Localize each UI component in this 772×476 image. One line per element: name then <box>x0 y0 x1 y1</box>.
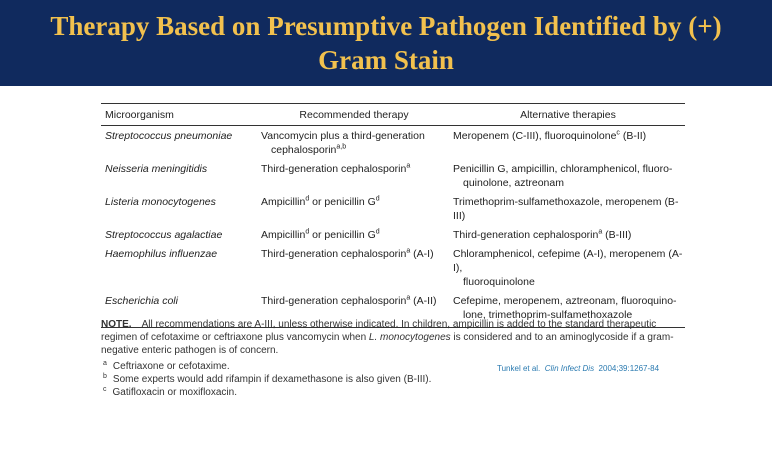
rec-text-tail: (A-II) <box>410 295 437 307</box>
table-row <box>101 159 685 192</box>
footnote-marker: a,b <box>336 143 347 151</box>
note-text-italic: L. monocytogenes <box>368 332 451 343</box>
note-text-b: is considered and to an aminoglycoside if a gram-negative enteric pathogen is of concern. <box>101 332 674 356</box>
cell-organism: Haemophilus influenzae <box>105 248 218 260</box>
cell-recommended <box>257 159 449 192</box>
footnote-text: Some experts would add rifampin if dexamethasone is also given (B-III). <box>112 374 432 385</box>
footnote-marker: c <box>616 129 620 137</box>
header-recommended-therapy: Recommended therapy <box>257 104 449 126</box>
cell-alternative: Trimethoprim-sulfamethoxazole, meropenem (B-III) <box>453 196 679 222</box>
cell-recommended <box>257 244 449 291</box>
rec-text: Third-generation cephalosporin <box>261 295 407 307</box>
cell-alternative <box>449 225 685 244</box>
cell-recommended <box>257 225 449 244</box>
alt-text: Chloramphenicol, cefepime (A-I), meropenem (A-I), <box>453 248 683 274</box>
table-row <box>101 225 685 244</box>
note-text-a: All recommendations are A-III, unless otherwise indicated. In children, ampicillin is added to the standard therapeutic regimen of cefotaxime or ceftriaxone plus vancomycin when <box>101 319 657 343</box>
rec-text: Third-generation cephalosporin <box>261 248 407 260</box>
footnote-mark: c <box>103 385 107 393</box>
header-microorganism: Microorganism <box>101 104 257 126</box>
footnote-marker: d <box>305 195 310 203</box>
footnote-marker: d <box>375 228 380 236</box>
alt-text-line2: lone, trimethoprim-sulfamethoxazole <box>463 309 633 321</box>
alt-text: Third-generation cephalosporin <box>453 229 599 241</box>
therapy-table-container <box>101 103 685 328</box>
rec-text-mid: or penicillin G <box>309 196 376 208</box>
rec-text: Vancomycin plus a third-generation <box>261 130 425 142</box>
table-header-row <box>101 104 685 126</box>
footnote-text: Ceftriaxone or cefotaxime. <box>112 361 230 372</box>
cell-organism: Streptococcus pneumoniae <box>105 130 233 142</box>
footnote-marker: a <box>406 247 411 255</box>
footnote <box>101 373 685 386</box>
table-row <box>101 192 685 225</box>
alt-text: Penicillin G, ampicillin, chloramphenicol, fluoro- <box>453 163 673 175</box>
footnote-marker: d <box>305 228 310 236</box>
rec-text-mid: or penicillin G <box>309 229 376 241</box>
rec-text: Third-generation cephalosporin <box>261 163 407 175</box>
citation-journal: Clin Infect Dis <box>544 364 595 373</box>
alt-text: Meropenem (C-III), fluoroquinolone <box>453 130 617 142</box>
rec-text-tail: (A-I) <box>410 248 434 260</box>
table-notes <box>101 318 685 399</box>
cell-alternative <box>449 244 685 291</box>
note-label: NOTE. <box>101 319 132 330</box>
rec-text: Ampicillin <box>261 229 306 241</box>
cell-alternative <box>449 159 685 192</box>
footnote-marker: a <box>406 162 411 170</box>
alt-text-tail: (B-III) <box>602 229 632 241</box>
rec-text-continued <box>261 143 447 157</box>
cell-organism: Neisseria meningitidis <box>105 163 208 175</box>
footnote-text: Gatifloxacin or moxifloxacin. <box>112 387 237 398</box>
cell-recommended <box>257 192 449 225</box>
footnote <box>101 386 685 399</box>
footnote-marker: a <box>598 228 603 236</box>
table-row <box>101 126 685 160</box>
citation <box>497 364 659 373</box>
slide-title-line-2: Gram Stain <box>318 45 454 75</box>
citation-ref: 2004;39:1267-84 <box>598 364 660 373</box>
footnote-mark: b <box>103 372 107 380</box>
table-row <box>101 244 685 291</box>
header-alternative-therapies: Alternative therapies <box>449 104 685 126</box>
alt-text-line2: quinolone, aztreonam <box>463 177 564 189</box>
footnote-mark: a <box>103 359 107 367</box>
footnote-marker: d <box>375 195 380 203</box>
cell-alternative <box>449 126 685 160</box>
cell-organism: Streptococcus agalactiae <box>105 229 223 241</box>
citation-authors: Tunkel et al. <box>497 364 541 373</box>
slide-title-line-1: Therapy Based on Presumptive Pathogen Identified by (+) <box>50 11 722 41</box>
footnote-marker: a <box>406 294 411 302</box>
rec-text-line2: cephalosporin <box>271 144 337 156</box>
alt-text-tail: (B-II) <box>619 130 647 142</box>
cell-recommended <box>257 126 449 160</box>
alt-text: Cefepime, meropenem, aztreonam, fluoroquino- <box>453 295 677 307</box>
cell-organism: Escherichia coli <box>101 291 257 328</box>
cell-organism: Listeria monocytogenes <box>105 196 216 208</box>
alt-text-line2: fluoroquinolone <box>463 276 535 288</box>
rec-text: Ampicillin <box>261 196 306 208</box>
note-paragraph <box>101 318 685 357</box>
title-banner <box>0 0 772 86</box>
therapy-table <box>101 103 685 328</box>
